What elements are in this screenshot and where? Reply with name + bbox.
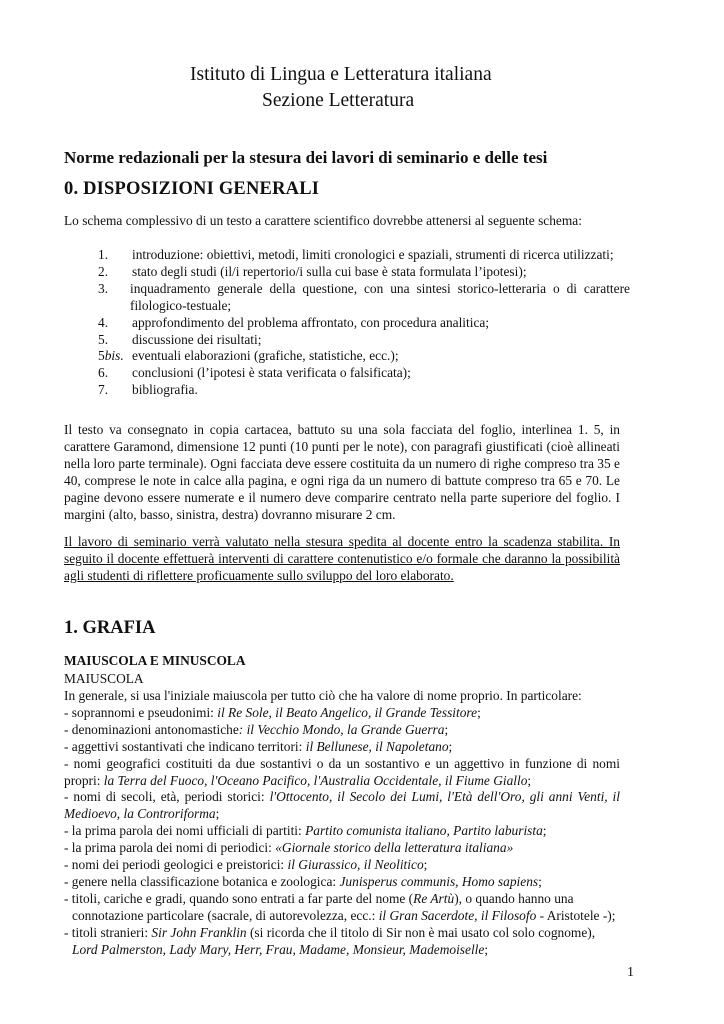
list-item-number: 5bis.	[98, 348, 124, 364]
rule-item-titles-continued: connotazione particolare (sacrale, di autorevolezza, ecc.: il Gran Sacerdote, il Filosofo - Aristotele -);	[72, 907, 616, 923]
list-item	[64, 365, 630, 382]
list-item-text: inquadramento generale della questione, con una sintesi storico-letteraria o di carattere filologico-testuale;	[130, 280, 630, 313]
list-item-number: 3.	[98, 280, 109, 296]
rule-item: - nomi geografici costituiti da due sostantivi o da un sostantivo e un aggettivo in funzione di nomi propri: la Terra del Fuoco, l'Oceano Pacifico, l'Australia Occidentale, il Fiume Giallo;	[64, 755, 620, 788]
rule-item: - la prima parola dei nomi di periodici: «Giornale storico della letteratura italiana»	[64, 840, 514, 856]
document-title: Norme redazionali per la stesura dei lavori di seminario e delle tesi	[64, 148, 548, 167]
subheading-maiuscola: MAIUSCOLA	[64, 671, 144, 686]
evaluation-paragraph: Il lavoro di seminario verrà valutato nella stesura spedita al docente entro la scadenza stabilita. In seguito il docente effettuerà interventi di carattere contenutistico e/o formale che daranno la possibilità agli studenti di riflettere proficuamente sullo sviluppo del loro elaborato.	[64, 534, 620, 583]
rule-item: - nomi dei periodi geologici e preistorici: il Giurassico, il Neolitico;	[64, 857, 428, 873]
list-item-text: stato degli studi (il/i repertorio/i sulla cui base è stata formulata l’ipotesi);	[132, 263, 527, 279]
list-item-text: bibliografia.	[132, 382, 198, 398]
list-item-number: 4.	[98, 314, 109, 330]
list-item-number: 1.	[98, 247, 109, 262]
rule-item: - la prima parola dei nomi ufficiali di partiti: Partito comunista italiano, Partito laburista;	[64, 823, 547, 839]
list-item-text: discussione dei risultati;	[132, 331, 262, 347]
rule-item-titles: - titoli, cariche e gradi, quando sono entrati a far parte del nome (Re Artù), o quando hanno una	[64, 890, 574, 906]
rule-item-foreign-titles-continued: Lord Palmerston, Lady Mary, Herr, Frau, Madame, Monsieur, Mademoiselle;	[72, 941, 489, 957]
list-item-text: introduzione: obiettivi, metodi, limiti cronologici e spaziali, strumenti di ricerca utilizzati;	[132, 247, 614, 262]
rule-item: - nomi di secoli, età, periodi storici: l'Ottocento, il Secolo dei Lumi, l'Età dell'Oro, gli anni Venti, il Medioevo, la Controriforma;	[64, 789, 621, 822]
list-item	[64, 281, 630, 315]
list-item	[64, 264, 630, 281]
list-item	[64, 382, 630, 399]
list-item-number: 2.	[98, 263, 109, 279]
institute-heading: Istituto di Lingua e Letteratura italiana	[190, 64, 492, 85]
rule-item-foreign-titles: - titoli stranieri: Sir John Franklin (si ricorda che il titolo di Sir non è mai usato col solo cognome),	[64, 924, 596, 940]
rule-item: - aggettivi sostantivati che indicano territori: il Bellunese, il Napoletano;	[64, 738, 453, 754]
rule-item: - soprannomi e pseudonimi: il Re Sole, il Beato Angelico, il Grande Tessitore;	[64, 704, 481, 720]
list-item	[64, 348, 630, 365]
structure-list	[64, 247, 630, 399]
list-item-number: 7.	[98, 382, 109, 398]
rule-item: - denominazioni antonomastiche: il Vecchio Mondo, la Grande Guerra;	[64, 721, 449, 737]
list-item	[64, 315, 630, 332]
section1-heading: 1. GRAFIA	[64, 618, 156, 638]
list-item-text: eventuali elaborazioni (grafiche, statistiche, ecc.);	[132, 348, 399, 364]
section0-heading: 0. DISPOSIZIONI GENERALI	[64, 179, 320, 199]
formatting-paragraph: Il testo va consegnato in copia cartacea, battuto su una sola facciata del foglio, interlinea 1. 5, in carattere Garamond, dimensione 12 punti (10 punti per le note), con paragrafi giustificati (cioè allineati nella loro parte terminale). Ogni facciata deve essere costituita da un numero di righe compreso tra 35 e 40, comprese le note in calce alla pagina, e ogni riga da un numero di battute compreso tra 65 e 70. Le pagine devono essere numerate e il numero deve comparire centrato nella parte superiore del foglio. I margini (alto, basso, sinistra, destra) dovranno misurare 2 cm.	[64, 422, 620, 522]
rules-intro: In generale, si usa l'iniziale maiuscola per tutto ciò che ha valore di nome proprio. In particolare:	[64, 688, 582, 703]
list-item	[64, 332, 630, 349]
list-item-text: conclusioni (l’ipotesi è stata verificata o falsificata);	[132, 365, 411, 381]
rule-item: - genere nella classificazione botanica e zoologica: Junisperus communis, Homo sapiens;	[64, 873, 542, 889]
subheading-maiuscola-minuscola: MAIUSCOLA E MINUSCOLA	[64, 653, 246, 668]
section-heading: Sezione Letteratura	[262, 90, 415, 111]
list-item	[64, 247, 630, 264]
section0-intro: Lo schema complessivo di un testo a carattere scientifico dovrebbe attenersi al seguente schema:	[64, 213, 582, 228]
page-number: 1	[627, 965, 634, 980]
capitalization-rules	[64, 688, 620, 959]
list-item-number: 6.	[98, 365, 109, 381]
list-item-text: approfondimento del problema affrontato, con procedura analitica;	[132, 314, 490, 330]
list-item-number: 5.	[98, 331, 109, 347]
